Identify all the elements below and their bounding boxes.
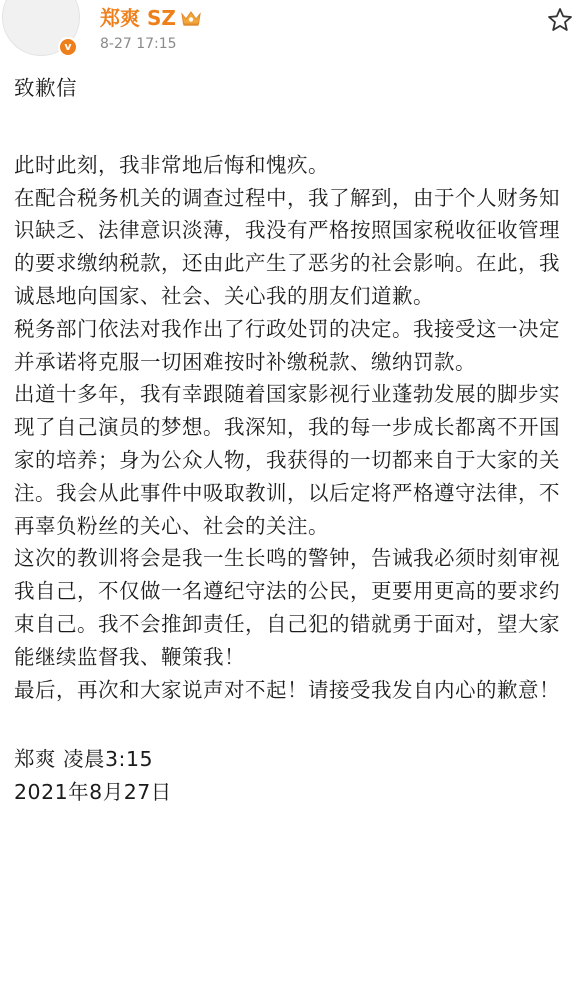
letter-paragraph: 出道十多年，我有幸跟随着国家影视行业蓬勃发展的脚步实现了自己演员的梦想。我深知，我的每一步成长都离不开国家的培养；身为公众人物，我获得的一切都来自于大家的关注。我会从此事件中吸取教训，以后定将严格遵守法律，不再辜负粉丝的关心、社会的关注。 [14,382,560,538]
signature-gap [14,706,580,743]
post-header [0,0,586,70]
paragraph-gap [14,105,580,149]
letter-signature: 郑爽 凌晨3:15 [14,747,154,772]
letter-title: 致歉信 [14,76,77,100]
post-body [14,72,580,809]
username-text[interactable]: 郑爽 SZ [100,6,176,30]
letter-paragraph: 在配合税务机关的调查过程中，我了解到，由于个人财务知识缺乏、法律意识淡薄，我没有严格按照国家税收征收管理的要求缴纳税款，还由此产生了恶劣的社会影响。在此，我诚恳地向国家、社会、关心我的朋友们道歉。 [14,185,560,308]
letter-paragraph: 最后，再次和大家说声对不起！请接受我发自内心的歉意！ [14,677,560,702]
username[interactable] [100,2,202,31]
post-timestamp: 8-27 17:15 [100,36,177,52]
letter-paragraph: 税务部门依法对我作出了行政处罚的决定。我接受这一决定并承诺将克服一切困难按时补缴税款、缴纳罚款。 [14,316,560,374]
verified-badge: v [58,37,78,57]
letter-paragraph: 这次的教训将会是我一生长鸣的警钟，告诫我必须时刻审视我自己，不仅做一名遵纪守法的公民，更要用更高的要求约束自己。我不会推卸责任，自己犯的错就勇于面对，望大家能继续监督我、鞭策我！ [14,546,560,669]
star-icon[interactable] [546,6,574,34]
crown-icon [180,9,202,27]
letter-paragraph: 此时此刻，我非常地后悔和愧疚。 [14,152,329,177]
letter-date: 2021年8月27日 [14,780,172,805]
